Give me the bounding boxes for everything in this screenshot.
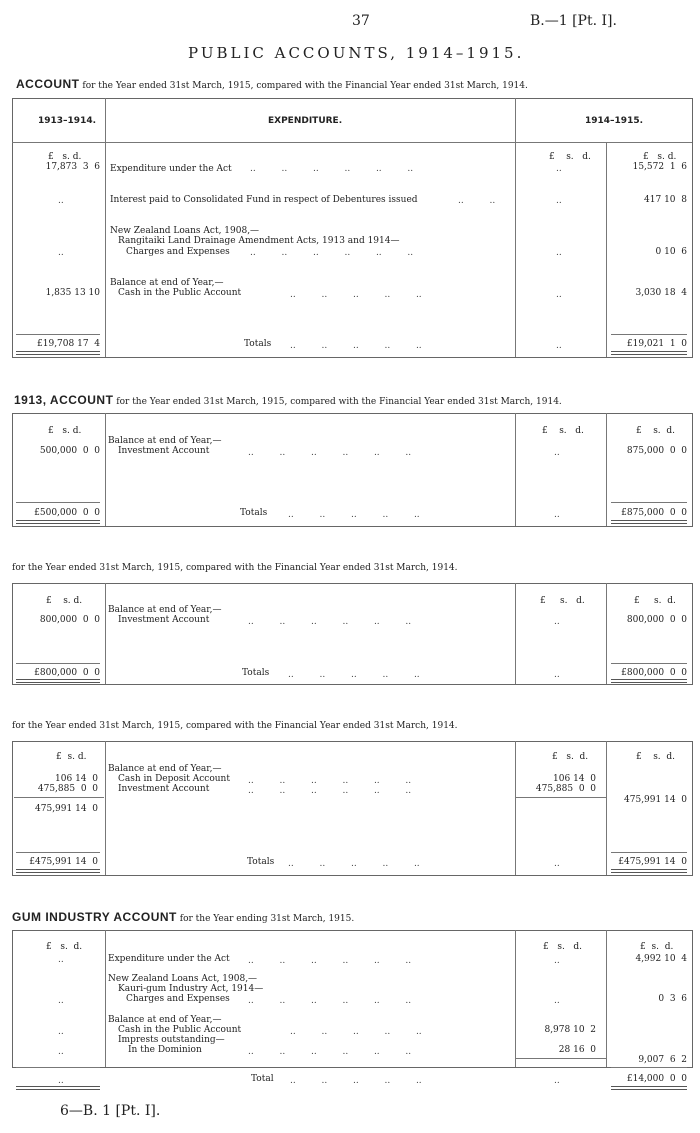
leader-dots: .. .. .. .. .. .. [248,617,412,627]
sec5-exp-label: Expenditure under the Act [108,954,230,964]
leader-dots: .. [556,290,562,300]
sec4-prev-deposit: 106 14 0 [55,774,98,784]
leader-dots: .. .. .. .. .. [288,510,420,520]
sec5-balance-line1: Balance at end of Year,— [108,1015,222,1025]
sec1-balance-line1: Balance at end of Year,— [110,278,224,288]
sec4-prev-subtotal: 475,991 14 0 [35,804,98,814]
leader-dots: .. .. .. .. .. .. [248,1047,412,1057]
leader-dots: .. .. [458,196,496,206]
sec1-interest-cur: 417 10 8 [644,195,687,205]
sec1-balance-prev: 1,835 13 10 [45,288,100,298]
sec3-cur: 800,000 0 0 [626,615,687,625]
sec1-total-prev: £19,708 17 4 [37,339,100,349]
leader-dots: .. [554,617,560,627]
sec4-mid-deposit: 106 14 0 [553,774,596,784]
lsd-header: £ s. d. [634,596,676,606]
leader-dots: .. .. .. .. .. .. [250,164,414,174]
lsd-header: £ s. d. [542,426,584,436]
leader-dots: .. [554,996,560,1006]
sec5-balance-line4: In the Dominion [128,1045,202,1055]
leader-dots: .. .. .. .. .. .. [248,448,412,458]
sec4-deposit-label: Cash in Deposit Account [118,774,230,784]
sec3-total-label: Totals [242,668,270,678]
sec5-balance-line3: Imprests outstanding— [118,1035,225,1045]
sec5-total-label: Total [251,1074,274,1084]
leader-dots: .. [554,670,560,680]
sec5-loans-line3: Charges and Expenses [126,994,230,1004]
section1-caption: ACCOUNT for the Year ended 31st March, 1915, compared with the Financial Year ended 31st March, 1914. [16,77,528,91]
leader-dots: .. [58,196,64,206]
sec2-prev: 500,000 0 0 [39,446,100,456]
leader-dots: .. [58,996,64,1006]
leader-dots: .. [556,248,562,258]
lsd-header: £ s. d. [543,942,583,952]
section2-caption: 1913, ACCOUNT for the Year ended 31st March, 1915, compared with the Financial Year ended 31st March, 1914. [14,393,562,407]
sec1-balance-line2: Cash in the Public Account [118,288,242,298]
lsd-header: £ s. d. [643,152,677,162]
sec4-total-prev: £475,991 14 0 [29,857,98,867]
page-title: PUBLIC ACCOUNTS, 1914–1915. [188,44,525,62]
sec2-balance-line2: Investment Account [118,446,210,456]
sec1-total-label: Totals [244,339,272,349]
leader-dots: .. [58,1027,64,1037]
sec3-total-prev: £800,000 0 0 [34,668,100,678]
leader-dots: .. .. .. .. .. [290,290,422,300]
sec5-loans-line2: Kauri-gum Industry Act, 1914— [118,984,264,994]
document-ref: B.—1 [Pt. I]. [530,13,617,29]
column-expenditure: EXPENDITURE. [268,116,343,126]
lsd-header: £ s. d. [48,152,82,162]
sec2-balance-line1: Balance at end of Year,— [108,436,222,446]
leader-dots: .. [556,196,562,206]
sec4-prev-investment: 475,885 0 0 [37,784,98,794]
sec5-mid-cash: 8,978 10 2 [544,1025,596,1035]
footer-ref: 6—B. 1 [Pt. I]. [60,1103,161,1119]
leader-dots: .. .. .. .. .. [288,859,420,869]
sec1-loans-line3: Charges and Expenses [126,247,230,257]
sec3-total-cur: £800,000 0 0 [621,668,687,678]
sec5-total-cur: £14,000 0 0 [626,1074,687,1084]
leader-dots: .. [554,1076,560,1086]
section4-table [12,741,693,876]
leader-dots: .. [58,1047,64,1057]
sec4-investment-label: Investment Account [118,784,210,794]
page-number: 37 [352,13,370,29]
leader-dots: .. [58,955,64,965]
lsd-header: £ s. d. [552,752,589,762]
lsd-header: £ s. d. [640,942,674,952]
sec5-balance-cur: 9,007 6 2 [638,1055,687,1065]
leader-dots: .. .. .. .. .. .. [248,956,412,966]
sec2-cur: 875,000 0 0 [626,446,687,456]
leader-dots: .. .. .. .. .. .. [248,786,412,796]
sec4-total-cur: £475,991 14 0 [618,857,687,867]
lsd-header: £ s. d. [46,942,83,952]
sec5-mid-imprests: 28 16 0 [558,1045,596,1055]
sec4-balance-line1: Balance at end of Year,— [108,764,222,774]
sec4-total-label: Totals [247,857,275,867]
leader-dots: .. .. .. .. .. .. [248,996,412,1006]
sec5-loans-cur: 0 3 6 [658,994,687,1004]
leader-dots: .. [554,448,560,458]
sec1-exp-prev: 17,873 3 6 [45,162,100,172]
sec1-balance-cur: 3,030 18 4 [635,288,687,298]
sec1-exp-cur: 15,572 1 6 [632,162,687,172]
leader-dots: .. [58,1076,64,1086]
sec2-total-cur: £875,000 0 0 [621,508,687,518]
sec1-loans-line2: Rangitaiki Land Drainage Amendment Acts, 1913 and 1914— [118,236,400,246]
leader-dots: .. .. .. .. .. [288,670,420,680]
leader-dots: .. [554,510,560,520]
leader-dots: .. .. .. .. .. .. [250,248,414,258]
leader-dots: .. [58,248,64,258]
leader-dots: .. .. .. .. .. .. [248,776,412,786]
sec5-balance-line2: Cash in the Public Account [118,1025,242,1035]
sec2-total-prev: £500,000 0 0 [34,508,100,518]
lsd-header: £ s. d. [56,752,87,762]
column-1913-1914: 1913–1914. [38,116,97,126]
sec3-balance-line2: Investment Account [118,615,210,625]
lsd-header: £ s. d. [46,596,83,606]
leader-dots: .. .. .. .. .. [290,341,422,351]
sec4-mid-investment: 475,885 0 0 [535,784,596,794]
sec3-balance-line1: Balance at end of Year,— [108,605,222,615]
sec1-total-cur: £19,021 1 0 [626,339,687,349]
lsd-header: £ s. d. [549,152,591,162]
lsd-header: £ s. d. [540,596,585,606]
leader-dots: .. [556,164,562,174]
lsd-header: £ s. d. [48,426,82,436]
sec1-exp-label: Expenditure under the Act [110,164,232,174]
lsd-header: £ s. d. [636,752,676,762]
leader-dots: .. [556,341,562,351]
sec5-exp-cur: 4,992 10 4 [635,954,687,964]
sec3-prev: 800,000 0 0 [39,615,100,625]
sec1-loans-line1: New Zealand Loans Act, 1908,— [110,226,260,236]
lsd-header: £ s. d. [636,426,676,436]
column-1914-1915: 1914–1915. [585,116,644,126]
sec4-cur: 475,991 14 0 [624,795,687,805]
sec5-loans-line1: New Zealand Loans Act, 1908,— [108,974,258,984]
sec2-total-label: Totals [240,508,268,518]
leader-dots: .. .. .. .. .. [290,1076,422,1086]
leader-dots: .. [554,956,560,966]
section5-caption: GUM INDUSTRY ACCOUNT for the Year ending 31st March, 1915. [12,910,355,924]
section4-caption: for the Year ended 31st March, 1915, compared with the Financial Year ended 31st March, 1914. [12,721,458,731]
leader-dots: .. [554,859,560,869]
section3-caption: for the Year ended 31st March, 1915, compared with the Financial Year ended 31st March, 1914. [12,563,458,573]
sec1-interest-label: Interest paid to Consolidated Fund in respect of Debentures issued [110,195,418,205]
sec1-loans-cur: 0 10 6 [655,247,687,257]
leader-dots: .. .. .. .. .. [290,1027,422,1037]
